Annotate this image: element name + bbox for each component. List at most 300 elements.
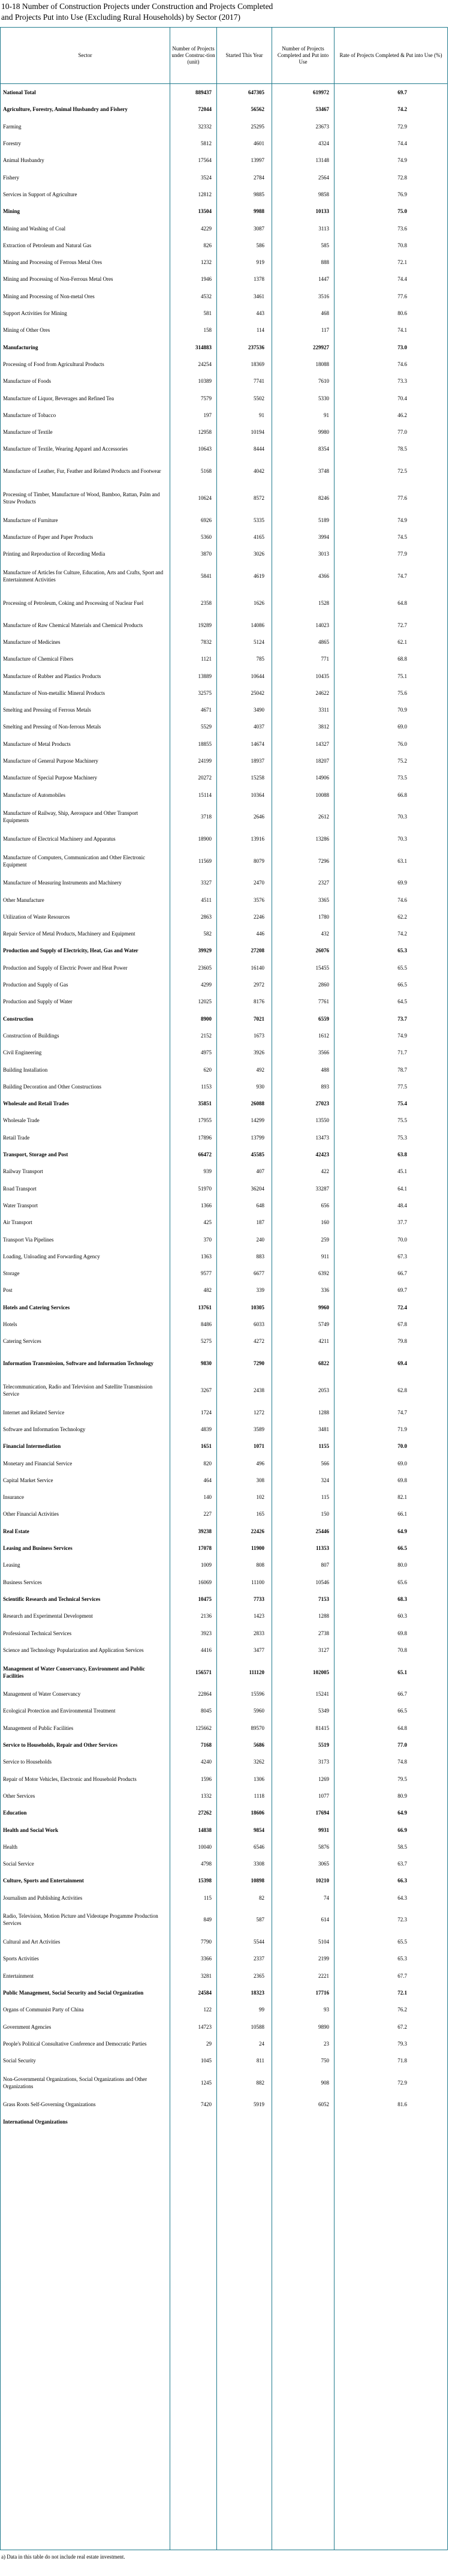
completion-rate-cell: 74.9 bbox=[397, 517, 407, 523]
projects-completed-cell: 750 bbox=[321, 2058, 329, 2064]
sector-cell: Internet and Related Service bbox=[3, 1409, 65, 1416]
projects-completed-cell: 1269 bbox=[318, 1776, 329, 1782]
footnote: a) Data in this table do not include real estate investment. bbox=[1, 2554, 125, 2560]
started-this-year-cell: 237536 bbox=[248, 344, 264, 350]
started-this-year-cell: 5960 bbox=[254, 1708, 264, 1714]
projects-completed-cell: 11353 bbox=[315, 1545, 329, 1552]
projects-completed-cell: 888 bbox=[321, 259, 329, 266]
projects-under-construction-cell: 5275 bbox=[201, 1338, 212, 1345]
started-this-year-cell: 930 bbox=[256, 1083, 264, 1090]
projects-completed-cell: 7296 bbox=[318, 857, 329, 864]
completion-rate-cell: 70.4 bbox=[397, 395, 407, 401]
started-this-year-cell: 13997 bbox=[251, 157, 264, 164]
table-row bbox=[1, 271, 447, 287]
projects-under-construction-cell: 17896 bbox=[198, 1134, 212, 1141]
sector-cell: Manufacture of Computers, Communication and Other Electronic Equipment bbox=[3, 854, 146, 868]
projects-completed-cell: 5104 bbox=[318, 1939, 329, 1945]
sector-cell: Insurance bbox=[3, 1494, 24, 1501]
started-this-year-cell: 443 bbox=[256, 310, 264, 317]
projects-under-construction-cell: 1596 bbox=[201, 1776, 212, 1782]
completion-rate-cell: 71.7 bbox=[397, 1049, 407, 1056]
completion-rate-cell: 70.0 bbox=[397, 1236, 407, 1243]
sector-cell: Retail Trade bbox=[3, 1134, 30, 1141]
projects-completed-cell: 566 bbox=[321, 1460, 329, 1467]
started-this-year-cell: 5544 bbox=[254, 1939, 264, 1945]
table-row bbox=[1, 1933, 447, 1950]
completion-rate-cell: 70.8 bbox=[397, 242, 407, 248]
completion-rate-cell: 66.1 bbox=[397, 1511, 407, 1518]
projects-completed-cell: 3113 bbox=[318, 225, 329, 232]
sector-cell: Water Transport bbox=[3, 1202, 38, 1208]
projects-completed-cell: 5349 bbox=[318, 1708, 329, 1714]
started-this-year-cell: 5502 bbox=[254, 395, 264, 401]
projects-completed-cell: 7153 bbox=[318, 1596, 329, 1602]
started-this-year-cell: 2470 bbox=[254, 880, 264, 886]
completion-rate-cell: 70.0 bbox=[397, 1443, 407, 1450]
started-this-year-cell: 18323 bbox=[251, 1989, 264, 1996]
completion-rate-cell: 58.5 bbox=[397, 1843, 407, 1850]
table-row bbox=[1, 718, 447, 735]
completion-rate-cell: 79.8 bbox=[397, 1338, 407, 1345]
started-this-year-cell: 1378 bbox=[254, 276, 264, 283]
sector-cell: Education bbox=[3, 1810, 27, 1816]
projects-under-construction-cell: 32575 bbox=[198, 689, 212, 696]
projects-under-construction-cell: 5841 bbox=[201, 573, 212, 579]
table-row bbox=[1, 2113, 447, 2130]
projects-completed-cell: 17716 bbox=[315, 1989, 329, 1996]
sector-cell: Entertainment bbox=[3, 1972, 34, 1979]
projects-under-construction-cell: 6926 bbox=[201, 517, 212, 523]
sector-cell: Cultural and Art Activities bbox=[3, 1939, 61, 1945]
table-row bbox=[1, 2018, 447, 2035]
projects-completed-cell: 2612 bbox=[318, 814, 329, 820]
sector-cell: Manufacture of Textile, Wearing Apparel and Accessories bbox=[3, 446, 128, 452]
completion-rate-cell: 71.8 bbox=[397, 2058, 407, 2064]
completion-rate-cell: 78.5 bbox=[397, 446, 407, 452]
completion-rate-cell: 72.8 bbox=[397, 174, 407, 181]
table-row bbox=[1, 1702, 447, 1719]
projects-completed-cell: 9858 bbox=[318, 191, 329, 197]
completion-rate-cell: 74.4 bbox=[397, 140, 407, 147]
table-row bbox=[1, 186, 447, 203]
started-this-year-cell: 36204 bbox=[251, 1185, 264, 1192]
projects-under-construction-cell: 4240 bbox=[201, 1759, 212, 1765]
completion-rate-cell: 75.6 bbox=[397, 689, 407, 696]
table-header bbox=[1, 28, 447, 84]
header-projects-completed: Number of Projects Completed and Put into Use bbox=[272, 28, 334, 83]
projects-completed-cell: 10435 bbox=[315, 673, 329, 679]
started-this-year-cell: 446 bbox=[256, 931, 264, 937]
completion-rate-cell: 75.4 bbox=[397, 1100, 407, 1107]
table-row bbox=[1, 373, 447, 389]
table-row bbox=[1, 1316, 447, 1333]
projects-under-construction-cell: 2863 bbox=[201, 913, 212, 920]
projects-under-construction-cell: 464 bbox=[203, 1477, 212, 1483]
sector-cell: Social Security bbox=[3, 2058, 36, 2064]
projects-completed-cell: 53467 bbox=[315, 106, 329, 113]
completion-rate-cell: 69.8 bbox=[397, 1630, 407, 1636]
sector-cell: Capital Market Service bbox=[3, 1477, 53, 1483]
table-row bbox=[1, 1804, 447, 1821]
projects-under-construction-cell: 1651 bbox=[201, 1443, 212, 1450]
table-row bbox=[1, 1197, 447, 1214]
projects-under-construction-cell: 125662 bbox=[195, 1725, 212, 1731]
sector-cell: Ecological Protection and Environmental Treatment bbox=[3, 1708, 116, 1714]
projects-under-construction-cell: 10475 bbox=[198, 1596, 212, 1602]
completion-rate-cell: 65.1 bbox=[397, 1669, 407, 1675]
sector-cell: Manufacture of Tobacco bbox=[3, 412, 56, 418]
completion-rate-cell: 72.1 bbox=[397, 1989, 407, 1996]
completion-rate-cell: 79.5 bbox=[397, 1776, 407, 1782]
completion-rate-cell: 73.7 bbox=[397, 1015, 407, 1022]
started-this-year-cell: 308 bbox=[256, 1477, 264, 1483]
started-this-year-cell: 16140 bbox=[251, 964, 264, 971]
completion-rate-cell: 82.1 bbox=[397, 1494, 407, 1501]
projects-completed-cell: 1447 bbox=[318, 276, 329, 283]
completion-rate-cell: 65.5 bbox=[397, 1939, 407, 1945]
started-this-year-cell: 102 bbox=[256, 1494, 264, 1501]
started-this-year-cell: 586 bbox=[256, 242, 264, 248]
projects-completed-cell: 15455 bbox=[315, 964, 329, 971]
projects-under-construction-cell: 122 bbox=[203, 2007, 212, 2013]
completion-rate-cell: 65.5 bbox=[397, 964, 407, 971]
projects-completed-cell: 422 bbox=[321, 1168, 329, 1175]
completion-rate-cell: 73.5 bbox=[397, 775, 407, 781]
table-row bbox=[1, 1299, 447, 1316]
completion-rate-cell: 74.7 bbox=[397, 1409, 407, 1416]
projects-under-construction-cell: 7832 bbox=[201, 638, 212, 645]
sector-cell: Mining bbox=[3, 208, 20, 215]
started-this-year-cell: 4619 bbox=[254, 573, 264, 579]
projects-under-construction-cell: 39929 bbox=[198, 947, 212, 954]
completion-rate-cell: 76.9 bbox=[397, 191, 407, 197]
started-this-year-cell: 8079 bbox=[254, 857, 264, 864]
completion-rate-cell: 74.7 bbox=[397, 573, 407, 579]
table-row bbox=[1, 685, 447, 701]
projects-completed-cell: 74 bbox=[324, 1894, 329, 1901]
completion-rate-cell: 72.9 bbox=[397, 123, 407, 130]
sector-cell: Manufacture of Leather, Fur, Feather and Related Products and Footwear bbox=[3, 468, 161, 475]
table-row bbox=[1, 339, 447, 356]
table-row bbox=[1, 976, 447, 993]
sector-cell: Leasing bbox=[3, 1562, 20, 1569]
table-row bbox=[1, 101, 447, 118]
table-row bbox=[1, 634, 447, 650]
sector-cell: Management of Public Facilities bbox=[3, 1725, 74, 1731]
completion-rate-cell: 63.8 bbox=[397, 1151, 407, 1158]
projects-under-construction-cell: 3923 bbox=[201, 1630, 212, 1636]
projects-under-construction-cell: 12025 bbox=[198, 998, 212, 1005]
projects-completed-cell: 619972 bbox=[313, 89, 329, 96]
started-this-year-cell: 9854 bbox=[254, 1827, 264, 1833]
title-line-1: 10-18 Number of Construction Projects under Construction and Projects Completed bbox=[1, 2, 273, 11]
sector-cell: Fishery bbox=[3, 174, 19, 181]
projects-completed-cell: 24622 bbox=[315, 689, 329, 696]
projects-completed-cell: 150 bbox=[321, 1511, 329, 1518]
completion-rate-cell: 81.6 bbox=[397, 2101, 407, 2108]
projects-completed-cell: 5330 bbox=[318, 395, 329, 401]
projects-under-construction-cell: 17078 bbox=[198, 1545, 212, 1552]
projects-completed-cell: 5749 bbox=[318, 1321, 329, 1328]
started-this-year-cell: 14299 bbox=[251, 1117, 264, 1124]
started-this-year-cell: 8572 bbox=[254, 495, 264, 502]
started-this-year-cell: 2833 bbox=[254, 1630, 264, 1636]
table-row bbox=[1, 1968, 447, 1984]
projects-completed-cell: 3812 bbox=[318, 724, 329, 730]
projects-completed-cell: 14327 bbox=[315, 740, 329, 747]
started-this-year-cell: 2337 bbox=[254, 1956, 264, 1962]
completion-rate-cell: 77.9 bbox=[397, 551, 407, 557]
sector-cell: Services in Support of Agriculture bbox=[3, 191, 77, 197]
table-row bbox=[1, 787, 447, 803]
sector-cell: Science and Technology Popularization and Application Services bbox=[3, 1647, 144, 1653]
title-line-2: and Projects Put into Use (Excluding Rural Households) by Sector (2017) bbox=[1, 13, 240, 22]
projects-under-construction-cell: 482 bbox=[203, 1287, 212, 1294]
table-row bbox=[1, 925, 447, 942]
started-this-year-cell: 91 bbox=[259, 412, 264, 418]
completion-rate-cell bbox=[376, 2113, 407, 2130]
started-this-year-cell: 3461 bbox=[254, 293, 264, 299]
table-row bbox=[1, 169, 447, 186]
projects-under-construction-cell: 3718 bbox=[201, 814, 212, 820]
projects-completed-cell: 9890 bbox=[318, 2023, 329, 2030]
projects-under-construction-cell: 35851 bbox=[198, 1100, 212, 1107]
header-projects-under-construction: Number of Projects under Construc-tion (unit) bbox=[170, 28, 216, 83]
completion-rate-cell: 74.4 bbox=[397, 276, 407, 283]
table-row bbox=[1, 1438, 447, 1455]
table-row bbox=[1, 512, 447, 529]
sector-cell: Mining and Processing of Ferrous Metal Ores bbox=[3, 259, 102, 266]
table-row bbox=[1, 1350, 447, 1377]
completion-rate-cell: 65.3 bbox=[397, 947, 407, 954]
sector-cell: Health bbox=[3, 1843, 17, 1850]
projects-under-construction-cell: 227 bbox=[203, 1511, 212, 1518]
sector-cell: Agriculture, Forestry, Animal Husbandry and Fishery bbox=[3, 106, 128, 113]
sector-cell: Building Decoration and Other Constructions bbox=[3, 1083, 101, 1090]
completion-rate-cell: 75.1 bbox=[397, 673, 407, 679]
projects-under-construction-cell: 20272 bbox=[198, 775, 212, 781]
completion-rate-cell: 66.8 bbox=[397, 791, 407, 798]
table-row bbox=[1, 1737, 447, 1753]
projects-under-construction-cell: 939 bbox=[203, 1168, 212, 1175]
table-row bbox=[1, 1421, 447, 1438]
sector-cell: Telecommunication, Radio and Television and Satellite Transmission Service bbox=[3, 1384, 153, 1397]
table-row bbox=[1, 803, 447, 830]
projects-completed-cell: 160 bbox=[321, 1219, 329, 1226]
sector-cell: Catering Services bbox=[3, 1338, 41, 1345]
projects-under-construction-cell: 17564 bbox=[198, 157, 212, 164]
projects-completed-cell: 1780 bbox=[318, 913, 329, 920]
table-row bbox=[1, 1078, 447, 1095]
sector-cell: Financial Intermediation bbox=[3, 1443, 61, 1450]
table-row bbox=[1, 1686, 447, 1702]
sector-cell: Manufacture of Metal Products bbox=[3, 740, 71, 747]
projects-under-construction-cell: 12958 bbox=[198, 429, 212, 436]
sector-cell: Management of Water Conservancy, Environment and Public Facilities bbox=[3, 1665, 145, 1679]
completion-rate-cell: 66.5 bbox=[397, 1545, 407, 1552]
sector-cell: Social Service bbox=[3, 1861, 34, 1867]
table-row bbox=[1, 1231, 447, 1247]
projects-completed-cell: 3127 bbox=[318, 1647, 329, 1653]
projects-under-construction-cell: 581 bbox=[203, 310, 212, 317]
started-this-year-cell: 811 bbox=[256, 2058, 264, 2064]
table-row bbox=[1, 485, 447, 512]
sector-cell: Utilization of Waste Resources bbox=[3, 913, 70, 920]
completion-rate-cell: 45.1 bbox=[397, 1168, 407, 1175]
table-row bbox=[1, 545, 447, 562]
sector-cell: Business Services bbox=[3, 1579, 42, 1585]
sector-cell: Smelting and Pressing of Non-ferrous Metals bbox=[3, 724, 101, 730]
projects-under-construction-cell: 51970 bbox=[198, 1185, 212, 1192]
sector-cell: Culture, Sports and Entertainment bbox=[3, 1878, 84, 1884]
projects-under-construction-cell: 72044 bbox=[198, 106, 212, 113]
sector-cell: Road Transport bbox=[3, 1185, 37, 1192]
projects-under-construction-cell: 1045 bbox=[201, 2058, 212, 2064]
started-this-year-cell: 6033 bbox=[254, 1321, 264, 1328]
started-this-year-cell: 7733 bbox=[254, 1596, 264, 1602]
started-this-year-cell: 13799 bbox=[251, 1134, 264, 1141]
completion-rate-cell: 67.7 bbox=[397, 1972, 407, 1979]
page-title bbox=[1, 1, 445, 23]
completion-rate-cell: 66.7 bbox=[397, 1691, 407, 1698]
projects-completed-cell: 26076 bbox=[315, 947, 329, 954]
started-this-year-cell: 3490 bbox=[254, 707, 264, 713]
table-row bbox=[1, 1095, 447, 1112]
table-row bbox=[1, 769, 447, 786]
table-row bbox=[1, 1265, 447, 1282]
header-completion-rate: Rate of Projects Completed & Put into Use (%) bbox=[334, 28, 447, 83]
projects-under-construction-cell: 17955 bbox=[198, 1117, 212, 1124]
sector-cell: Monetary and Financial Service bbox=[3, 1460, 73, 1467]
projects-under-construction-cell: 158 bbox=[203, 327, 212, 334]
table-row bbox=[1, 1753, 447, 1770]
projects-completed-cell: 5189 bbox=[318, 517, 329, 523]
started-this-year-cell: 1272 bbox=[254, 1409, 264, 1416]
projects-completed-cell: 81415 bbox=[315, 1725, 329, 1731]
completion-rate-cell: 66.3 bbox=[397, 1878, 407, 1884]
projects-completed-cell: 324 bbox=[321, 1477, 329, 1483]
table-row bbox=[1, 590, 447, 617]
started-this-year-cell: 111120 bbox=[249, 1669, 264, 1675]
sector-cell: Extraction of Petroleum and Natural Gas bbox=[3, 242, 92, 248]
projects-completed-cell: 656 bbox=[321, 1202, 329, 1208]
started-this-year-cell: 9885 bbox=[254, 191, 264, 197]
sector-cell: Mining of Other Ores bbox=[3, 327, 50, 334]
projects-completed-cell: 908 bbox=[321, 2079, 329, 2086]
projects-under-construction-cell: 1332 bbox=[201, 1792, 212, 1799]
projects-completed-cell: 4211 bbox=[318, 1338, 329, 1345]
projects-completed-cell: 10133 bbox=[315, 208, 329, 215]
started-this-year-cell: 187 bbox=[256, 1219, 264, 1226]
sector-cell: Professional Technical Services bbox=[3, 1630, 72, 1636]
projects-under-construction-cell: 22864 bbox=[198, 1691, 212, 1698]
projects-under-construction-cell: 1724 bbox=[201, 1409, 212, 1416]
started-this-year-cell: 10588 bbox=[251, 2023, 264, 2030]
started-this-year-cell: 2646 bbox=[254, 814, 264, 820]
projects-under-construction-cell: 4975 bbox=[201, 1049, 212, 1056]
completion-rate-cell: 69.0 bbox=[397, 724, 407, 730]
projects-under-construction-cell: 4839 bbox=[201, 1426, 212, 1432]
projects-completed-cell: 488 bbox=[321, 1066, 329, 1073]
projects-completed-cell: 2221 bbox=[318, 1972, 329, 1979]
started-this-year-cell: 26088 bbox=[251, 1100, 264, 1107]
sector-cell: Manufacture of Articles for Culture, Education, Arts and Crafts, Sport and Entertainment Activities bbox=[3, 569, 164, 583]
started-this-year-cell: 492 bbox=[256, 1066, 264, 1073]
projects-completed-cell: 3013 bbox=[318, 551, 329, 557]
sector-cell: Loading, Unloading and Forwarding Agency bbox=[3, 1253, 100, 1259]
projects-completed-cell: 2327 bbox=[318, 880, 329, 886]
started-this-year-cell: 3087 bbox=[254, 225, 264, 232]
started-this-year-cell: 22426 bbox=[251, 1528, 264, 1534]
completion-rate-cell: 64.5 bbox=[397, 998, 407, 1005]
sector-cell: Building Installation bbox=[3, 1066, 48, 1073]
projects-under-construction-cell: 7790 bbox=[201, 1939, 212, 1945]
table-row bbox=[1, 1642, 447, 1659]
projects-under-construction-cell: 66472 bbox=[198, 1151, 212, 1158]
table-row bbox=[1, 2069, 447, 2096]
projects-under-construction-cell: 5168 bbox=[201, 468, 212, 475]
sector-cell: Other Services bbox=[3, 1792, 35, 1799]
projects-completed-cell: 3065 bbox=[318, 1861, 329, 1867]
table-row bbox=[1, 237, 447, 254]
projects-completed-cell: 33287 bbox=[315, 1185, 329, 1192]
table-row bbox=[1, 736, 447, 752]
projects-under-construction-cell: 197 bbox=[203, 412, 212, 418]
completion-rate-cell: 74.2 bbox=[397, 931, 407, 937]
completion-rate-cell: 64.9 bbox=[397, 1528, 407, 1534]
sector-cell: Smelting and Pressing of Ferrous Metals bbox=[3, 707, 91, 713]
completion-rate-cell: 80.9 bbox=[397, 1792, 407, 1799]
table-row bbox=[1, 529, 447, 545]
sector-cell: Hotels bbox=[3, 1321, 17, 1328]
started-this-year-cell: 587 bbox=[256, 1917, 264, 1923]
data-table bbox=[0, 27, 448, 2550]
completion-rate-cell: 65.6 bbox=[397, 1579, 407, 1585]
projects-under-construction-cell: 1245 bbox=[201, 2079, 212, 2086]
completion-rate-cell: 76.2 bbox=[397, 2007, 407, 2013]
table-row bbox=[1, 1624, 447, 1641]
table-row bbox=[1, 1455, 447, 1471]
sector-cell: Transport, Storage and Post bbox=[3, 1151, 68, 1158]
projects-completed-cell: 614 bbox=[321, 1917, 329, 1923]
completion-rate-cell: 64.1 bbox=[397, 1185, 407, 1192]
table-row bbox=[1, 2035, 447, 2052]
table-row bbox=[1, 1027, 447, 1044]
table-row bbox=[1, 1523, 447, 1540]
started-this-year-cell: 13916 bbox=[251, 835, 264, 842]
projects-under-construction-cell: 32332 bbox=[198, 123, 212, 130]
completion-rate-cell: 70.9 bbox=[397, 707, 407, 713]
projects-under-construction-cell: 826 bbox=[203, 242, 212, 248]
started-this-year-cell: 15596 bbox=[251, 1691, 264, 1698]
projects-completed-cell: 42423 bbox=[315, 1151, 329, 1158]
projects-completed-cell: 7761 bbox=[318, 998, 329, 1005]
completion-rate-cell: 79.3 bbox=[397, 2040, 407, 2047]
started-this-year-cell: 6546 bbox=[254, 1843, 264, 1850]
completion-rate-cell: 37.7 bbox=[397, 1219, 407, 1226]
started-this-year-cell: 18937 bbox=[251, 758, 264, 764]
started-this-year-cell: 24 bbox=[259, 2040, 264, 2047]
table-row bbox=[1, 1248, 447, 1265]
completion-rate-cell: 67.8 bbox=[397, 1321, 407, 1328]
completion-rate-cell: 72.5 bbox=[397, 468, 407, 475]
started-this-year-cell bbox=[232, 2113, 264, 2130]
projects-completed-cell: 91 bbox=[324, 412, 329, 418]
completion-rate-cell: 75.2 bbox=[397, 758, 407, 764]
table-row bbox=[1, 1574, 447, 1591]
sector-cell: Public Management, Social Security and Social Organization bbox=[3, 1989, 144, 1996]
sector-cell: Hotels and Catering Services bbox=[3, 1304, 70, 1311]
